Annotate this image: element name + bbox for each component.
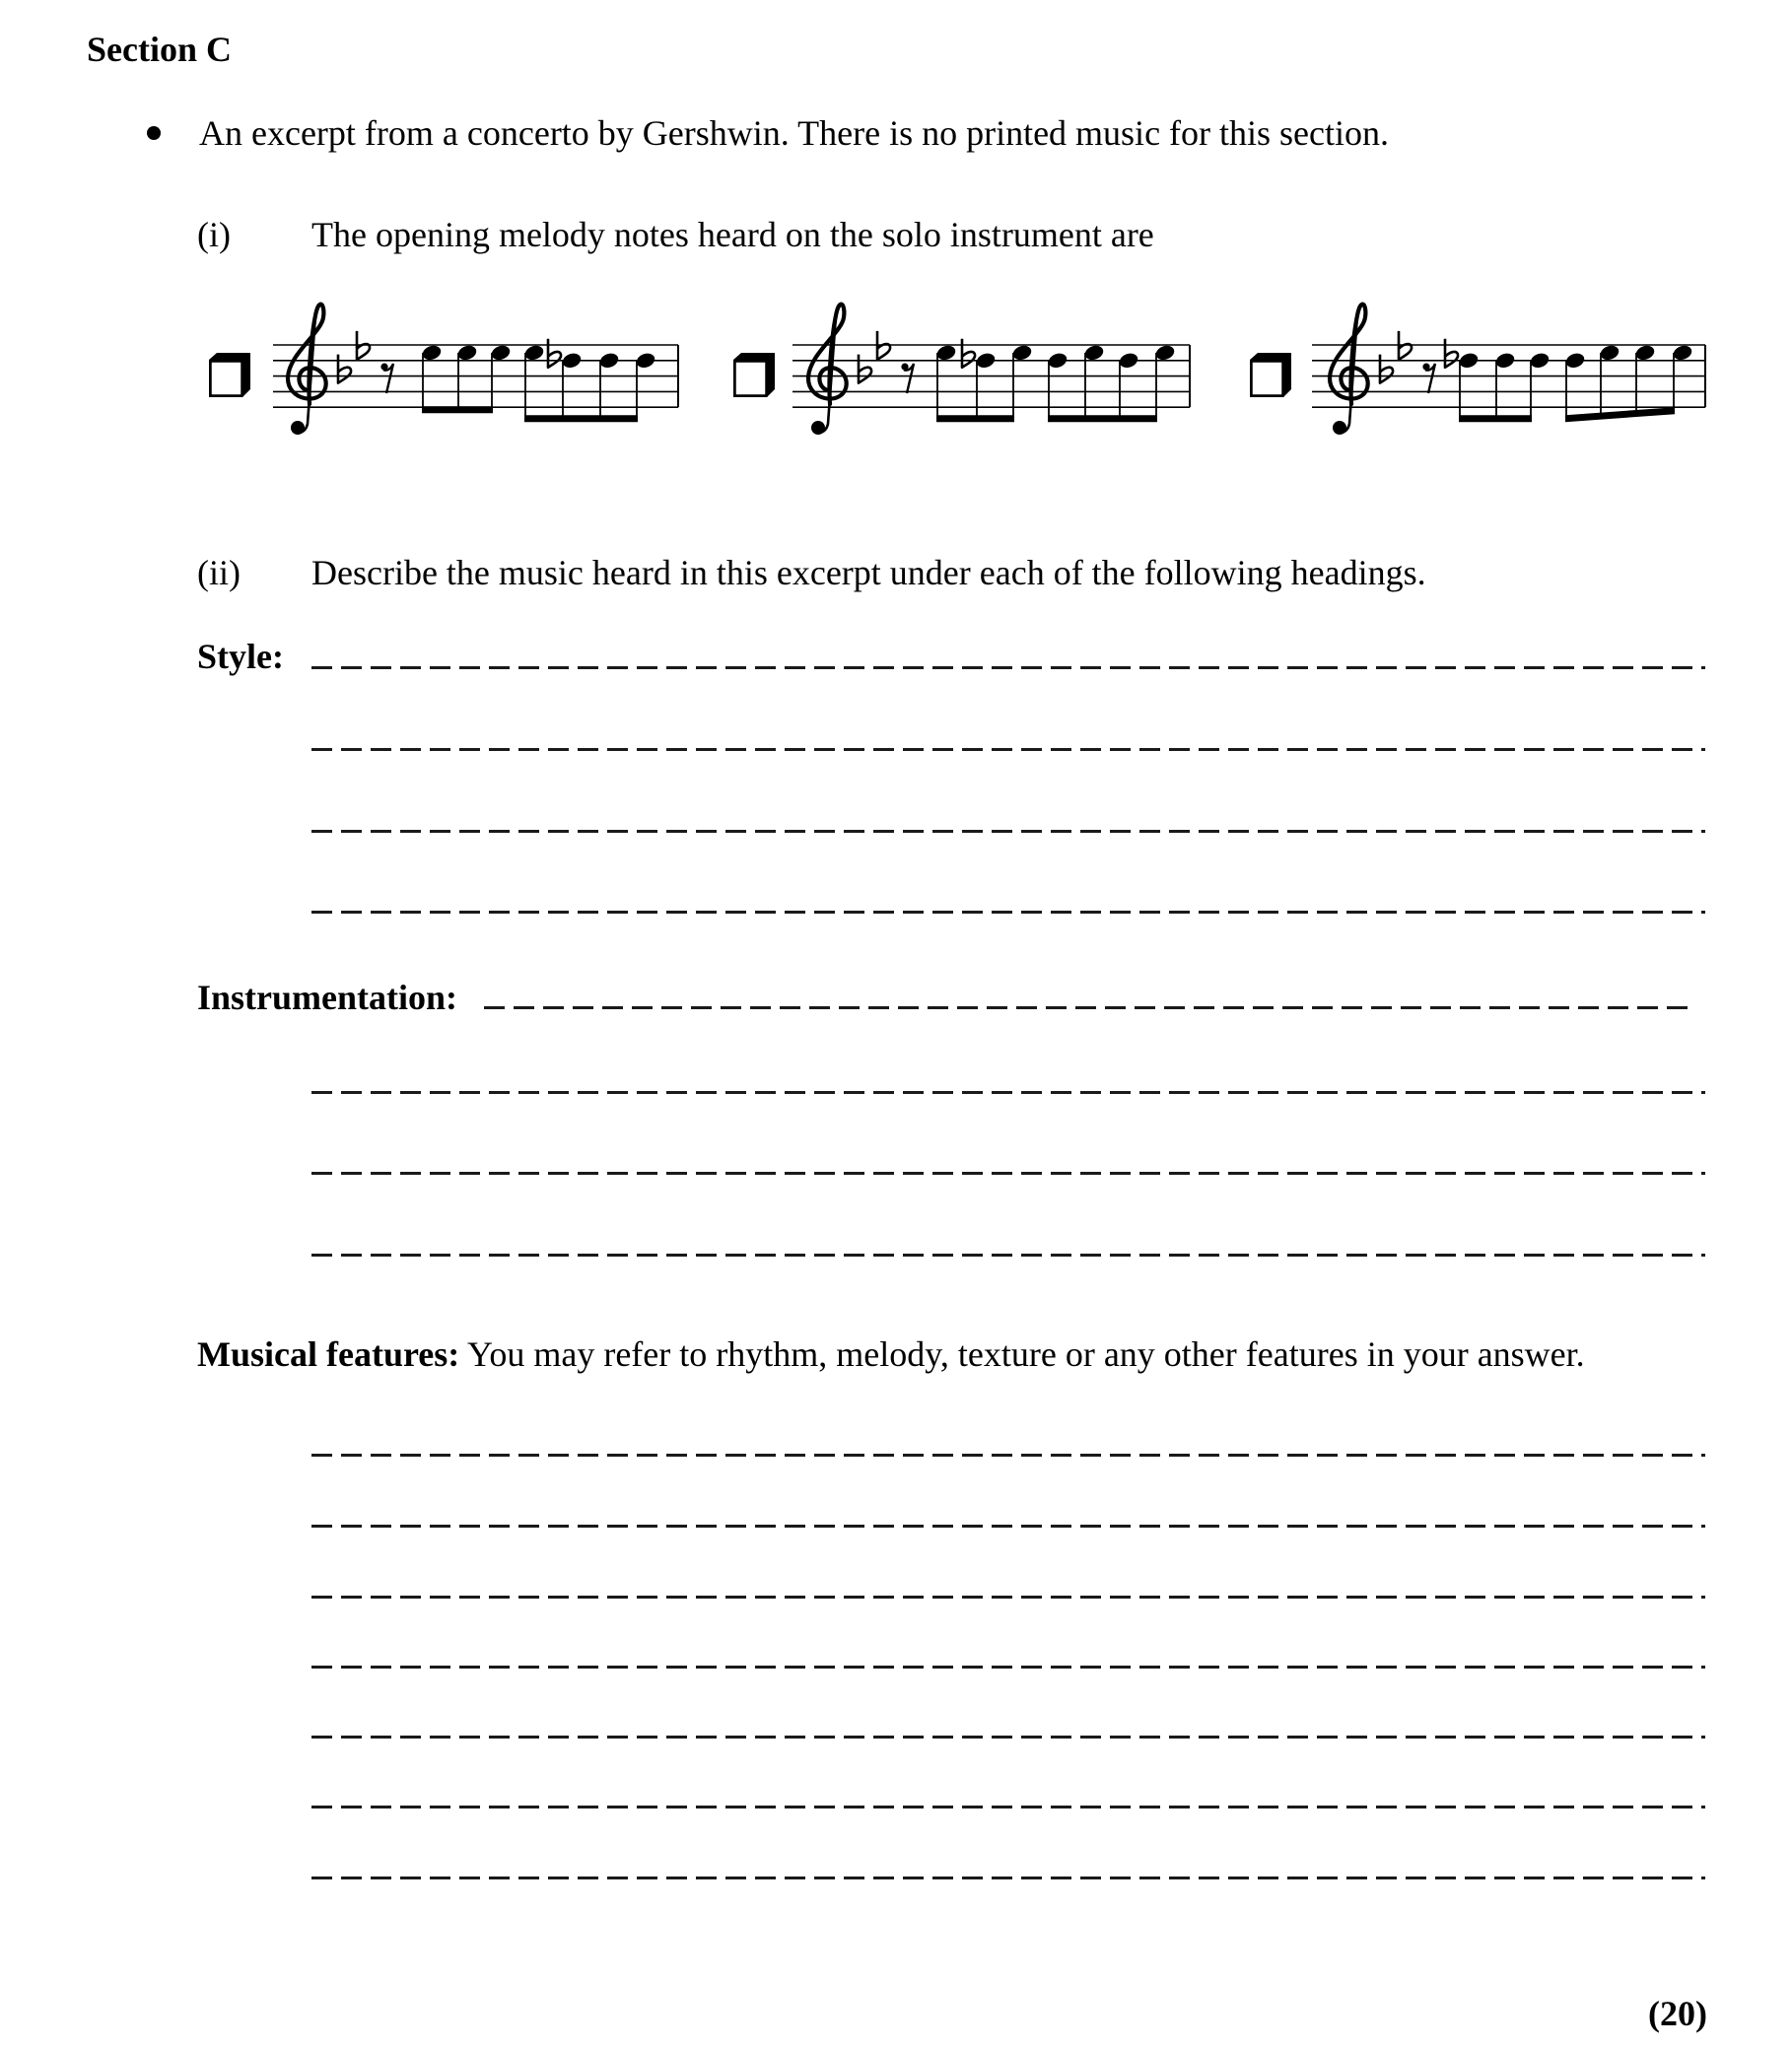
note-head: [1494, 351, 1517, 370]
musical-features-answer-line-1[interactable]: [311, 1454, 1705, 1457]
note-head: [1599, 343, 1621, 362]
beam: [422, 406, 493, 413]
musical-features-answer-line-6[interactable]: [311, 1806, 1705, 1808]
note-head: [421, 343, 444, 362]
beam: [1048, 415, 1157, 422]
instrumentation-answer-line-1[interactable]: [484, 1006, 1696, 1009]
note-head: [1634, 343, 1657, 362]
note-head: [598, 351, 621, 370]
note-head: [975, 351, 998, 370]
beam: [524, 415, 638, 422]
note-head: [561, 351, 584, 370]
marks-total: (20): [1648, 1994, 1707, 2033]
note-head: [1154, 343, 1177, 362]
note-head: [1672, 343, 1694, 362]
note-head: [1458, 351, 1481, 370]
question-i-number: (i): [197, 215, 231, 254]
note-head: [1564, 351, 1587, 370]
staff-option-c: [1312, 305, 1705, 435]
musical-features-answer-line-5[interactable]: [311, 1736, 1705, 1739]
style-answer-line-1[interactable]: [311, 666, 1705, 669]
note-head: [635, 351, 657, 370]
note-head: [523, 343, 546, 362]
instrumentation-label: Instrumentation:: [197, 978, 458, 1017]
instrumentation-answer-line-2[interactable]: [311, 1091, 1705, 1094]
staff-option-b: [793, 305, 1190, 435]
style-answer-line-3[interactable]: [311, 830, 1705, 833]
note-head: [1083, 343, 1106, 362]
musical-features-note: You may refer to rhythm, melody, texture or any other features in your answer.: [466, 1334, 1585, 1374]
note-head: [1011, 343, 1034, 362]
beam: [1565, 407, 1675, 422]
melody-options-notation: [0, 0, 1792, 473]
staff-option-a: [273, 305, 678, 435]
style-label: Style:: [197, 637, 284, 676]
note-head: [490, 343, 513, 362]
style-answer-line-2[interactable]: [311, 748, 1705, 751]
question-ii-text: Describe the music heard in this excerpt under each of the following headings.: [311, 553, 1426, 592]
section-intro: An excerpt from a concerto by Gershwin. There is no printed music for this section.: [199, 113, 1390, 153]
instrumentation-answer-line-4[interactable]: [311, 1254, 1705, 1257]
note-head: [1047, 351, 1069, 370]
note-head: [456, 343, 479, 362]
instrumentation-answer-line-3[interactable]: [311, 1172, 1705, 1175]
musical-features-answer-line-4[interactable]: [311, 1666, 1705, 1669]
musical-features-answer-line-7[interactable]: [311, 1876, 1705, 1879]
style-answer-line-4[interactable]: [311, 911, 1705, 914]
musical-features-answer-line-3[interactable]: [311, 1596, 1705, 1599]
beam: [936, 415, 1014, 422]
note-head: [1118, 351, 1140, 370]
musical-features-answer-line-2[interactable]: [311, 1525, 1705, 1528]
beam: [1459, 415, 1532, 422]
note-head: [1529, 351, 1551, 370]
note-head: [935, 343, 958, 362]
musical-features-heading: [197, 1336, 1585, 1372]
question-i-text: The opening melody notes heard on the solo instrument are: [311, 215, 1154, 254]
section-title: Section C: [87, 30, 232, 69]
musical-features-label: Musical features:: [197, 1334, 460, 1374]
question-ii-number: (ii): [197, 553, 241, 592]
